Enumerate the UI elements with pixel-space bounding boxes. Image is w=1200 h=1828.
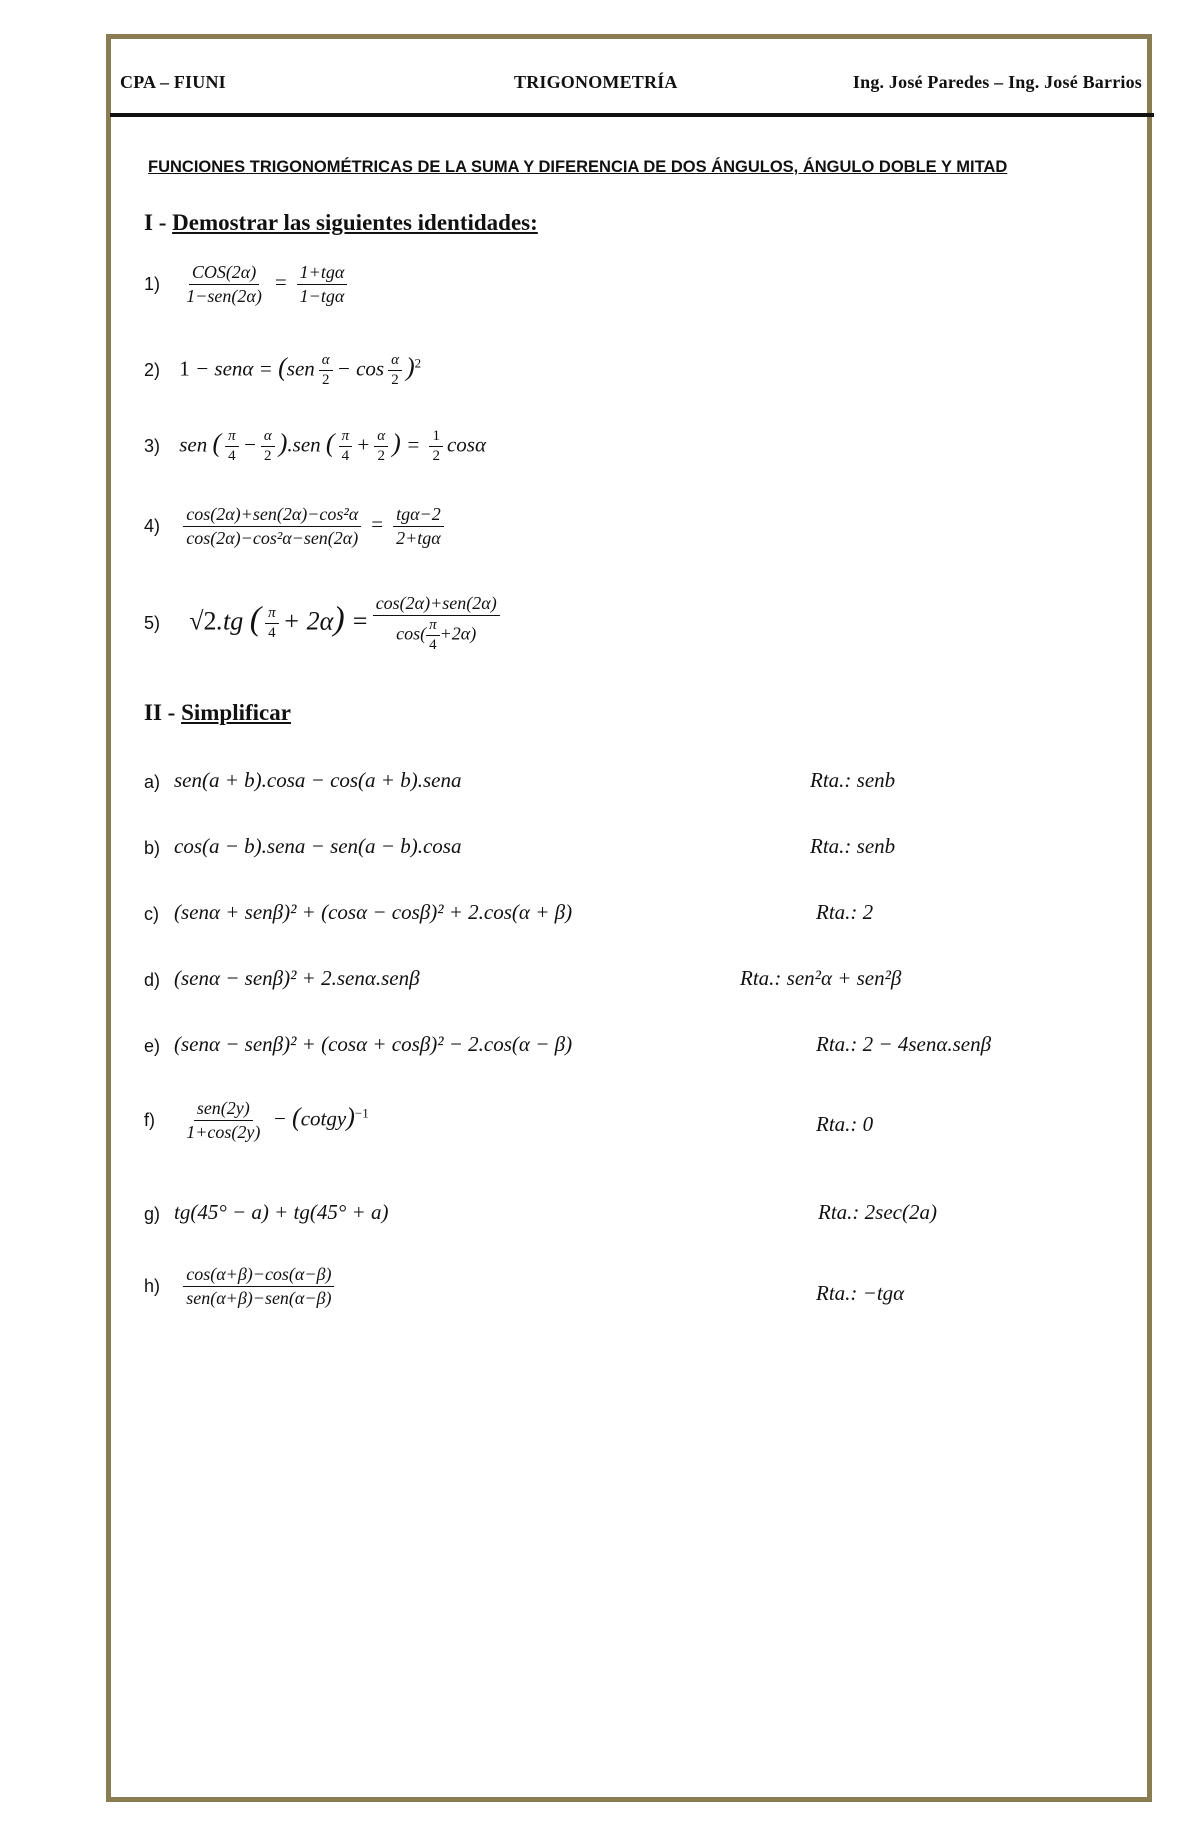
simplify-h-label: h) [144, 1276, 161, 1296]
header-rule [110, 113, 1154, 117]
identity-4-expression: $\frac{\text{cos(2α)+sen(2α)−cos²α}}{\text{cos(2α)−cos²α−sen(2α)}}$ = $\frac{\text{tgα−2}}{\text{2+tgα}}$ [179, 504, 447, 549]
simplify-g-expression: tg(45° − a) + tg(45° + a) [174, 1200, 389, 1224]
identity-2 [144, 352, 421, 389]
simplify-c [144, 900, 572, 925]
simplify-h-expression: $\frac{\cos(\alpha+\beta)-\cos(\alpha-\beta)}{\text{sen(α+β)−sen(α−β)}}$ [179, 1264, 338, 1309]
section-1-roman: I - [144, 210, 173, 235]
simplify-f [144, 1098, 369, 1143]
section-2-roman: II - [144, 700, 182, 725]
simplify-a-expression: sen(a + b).cosa − cos(a + b).sena [174, 768, 462, 792]
header-course: CPA – FIUNI [120, 72, 226, 92]
simplify-d-expression: (senα − senβ)² + 2.senα.senβ [174, 966, 420, 990]
simplify-b-answer: Rta.: senb [810, 834, 896, 858]
identity-3-expression: sen ( $\frac{\pi}{4}$ − $\frac{\alpha}{2}$ ).sen ( $\frac{\pi}{4}$ + $\frac{\alpha}{2}$ ) = $\frac{1}{2}$ cosα [179, 428, 487, 464]
simplify-g [144, 1200, 388, 1225]
identity-1-expression: $\frac{\text{COS(2α)}}{\text{1−sen(2α)}}$ = $\frac{\text{1+tgα}}{\text{1−tgα}}$ [179, 262, 351, 307]
simplify-f-label: f) [144, 1110, 155, 1130]
simplify-a [144, 768, 461, 793]
section-1-heading [144, 210, 538, 236]
section-1-title: Demostrar las siguientes identidades: [172, 210, 538, 235]
identity-1 [144, 262, 351, 307]
simplify-f-expression: $\frac{\text{sen(2y)}}{1+\cos(2y)}$ − (cotgy)$^{-1}$ [186, 1098, 369, 1142]
simplify-b [144, 834, 461, 859]
section-2-title: Simplificar [181, 700, 291, 725]
simplify-e-answer: Rta.: 2 − 4senα.senβ [816, 1032, 992, 1056]
identity-2-number: 2) [144, 360, 161, 380]
header-subject: TRIGONOMETRÍA [514, 72, 678, 92]
simplify-d-label: d) [144, 969, 161, 990]
section-2-heading [144, 700, 291, 726]
simplify-g-answer: Rta.: 2sec(2a) [818, 1200, 937, 1224]
identity-3-number: 3) [144, 436, 161, 456]
simplify-g-label: g) [144, 1203, 161, 1224]
simplify-d-answer: Rta.: sen²α + sen²β [740, 966, 902, 990]
header-authors: Ing. José Paredes – Ing. José Barrios [852, 72, 1142, 92]
simplify-e [144, 1032, 572, 1057]
simplify-h-answer: Rta.: −tgα [816, 1281, 905, 1305]
simplify-a-answer: Rta.: senb [810, 768, 896, 792]
identity-4-number: 4) [144, 516, 161, 536]
identity-3 [144, 428, 486, 465]
simplify-b-label: b) [144, 837, 161, 858]
simplify-e-label: e) [144, 1035, 161, 1056]
identity-2-expression: 1 − senα = (sen $\frac{\alpha}{2}$ − cos $\frac{\alpha}{2}$ )$^2$ [179, 352, 422, 388]
simplify-c-answer: Rta.: 2 [816, 900, 874, 924]
identity-5-number: 5) [144, 613, 161, 633]
identity-5-expression: √2.tg ( $\frac{\pi}{4}$ + 2α) = cos(2α)+sen(2α) cos( $\frac{\pi}{4}$ +2α) [189, 593, 503, 654]
simplify-c-label: c) [144, 903, 159, 924]
simplify-e-expression: (senα − senβ)² + (cosα + cosβ)² − 2.cos(α − β) [174, 1032, 573, 1056]
identity-1-number: 1) [144, 274, 161, 294]
simplify-d [144, 966, 420, 991]
simplify-h [144, 1264, 338, 1309]
identity-5 [144, 593, 504, 654]
simplify-b-expression: cos(a − b).sena − sen(a − b).cosa [174, 834, 462, 858]
identity-4 [144, 504, 448, 549]
simplify-a-label: a) [144, 771, 161, 792]
simplify-f-answer: Rta.: 0 [816, 1112, 874, 1136]
document-title: FUNCIONES TRIGONOMÉTRICAS DE LA SUMA Y DIFERENCIA DE DOS ÁNGULOS, ÁNGULO DOBLE Y MITAD [148, 158, 1008, 176]
simplify-c-expression: (senα + senβ)² + (cosα − cosβ)² + 2.cos(α + β) [174, 900, 573, 924]
